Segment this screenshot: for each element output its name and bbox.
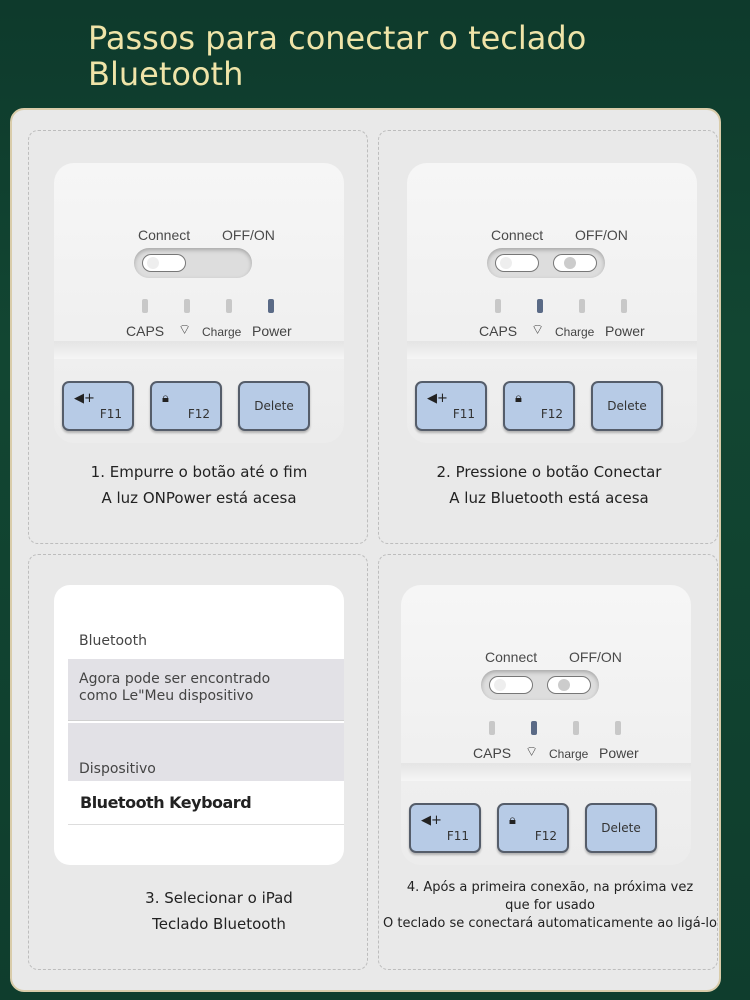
step-card-1 xyxy=(28,130,368,544)
power-led xyxy=(621,299,627,313)
bluetooth-signal-icon: ⌔ xyxy=(178,321,192,337)
charge-led xyxy=(226,299,232,313)
bluetooth-led xyxy=(537,299,543,313)
device-name: Bluetooth Keyboard xyxy=(80,793,252,812)
delete-key: Delete xyxy=(585,803,657,853)
devices-header: Dispositivo xyxy=(79,761,156,777)
page-title: Passos para conectar o teclado Bluetooth xyxy=(88,19,587,93)
offon-label: OFF/ON xyxy=(569,649,622,665)
delete-key: Delete xyxy=(238,381,310,431)
bluetooth-led xyxy=(184,299,190,313)
bluetooth-led xyxy=(531,721,537,735)
charge-led xyxy=(573,721,579,735)
volume-up-icon: ◀+ xyxy=(427,391,448,406)
keyboard-photo-1 xyxy=(54,163,344,443)
f12-key: 🔒︎ F12 xyxy=(503,381,575,431)
connect-switch xyxy=(134,248,252,278)
step-4-caption: 4. Após a primeira conexão, na próxima vez que for usado O teclado se conectará automaticamente ao ligá-lo xyxy=(382,880,717,931)
f11-key: ◀+ F11 xyxy=(62,381,134,431)
step-card-3 xyxy=(28,554,368,970)
connect-switch xyxy=(487,248,605,278)
power-led xyxy=(615,721,621,735)
connect-label: Connect xyxy=(485,649,538,665)
step-card-2 xyxy=(378,130,718,544)
charge-label: Charge xyxy=(202,325,242,339)
settings-header: Bluetooth xyxy=(79,633,147,649)
lock-icon: 🔒︎ xyxy=(515,391,522,406)
charge-label: Charge xyxy=(555,325,595,339)
f11-key: ◀+ F11 xyxy=(415,381,487,431)
step-1-caption: 1. Empurre o botão até o fim A luz ONPower está acesa xyxy=(90,463,308,507)
volume-up-icon: ◀+ xyxy=(421,813,442,828)
offon-label: OFF/ON xyxy=(222,227,275,243)
instructions-panel xyxy=(10,108,721,992)
bluetooth-signal-icon: ⌔ xyxy=(531,321,545,337)
step-2-caption: 2. Pressione o botão Conectar A luz Bluetooth está acesa xyxy=(436,463,662,507)
caps-label: CAPS xyxy=(473,745,512,761)
lock-icon: 🔒︎ xyxy=(162,391,169,406)
bluetooth-signal-icon: ⌔ xyxy=(525,743,539,759)
volume-up-icon: ◀+ xyxy=(74,391,95,406)
power-label: Power xyxy=(252,323,292,339)
caps-label: CAPS xyxy=(126,323,165,339)
step-3-caption: 3. Selecionar o iPad Teclado Bluetooth xyxy=(145,889,293,933)
power-label: Power xyxy=(605,323,645,339)
power-label: Power xyxy=(599,745,639,761)
connect-switch xyxy=(481,670,599,700)
step-card-4 xyxy=(378,554,718,970)
keyboard-photo-4 xyxy=(401,585,691,865)
connect-label: Connect xyxy=(491,227,544,243)
connect-label: Connect xyxy=(138,227,191,243)
keyboard-photo-2 xyxy=(407,163,697,443)
discoverable-row: Agora pode ser encontrado como Le"Meu dispositivo xyxy=(68,659,344,721)
device-row[interactable] xyxy=(68,783,344,825)
caps-label: CAPS xyxy=(479,323,518,339)
lock-icon: 🔒︎ xyxy=(509,813,516,828)
f12-key: 🔒︎ F12 xyxy=(150,381,222,431)
charge-led xyxy=(579,299,585,313)
f11-key: ◀+ F11 xyxy=(409,803,481,853)
caps-led xyxy=(142,299,148,313)
f12-key: 🔒︎ F12 xyxy=(497,803,569,853)
offon-label: OFF/ON xyxy=(575,227,628,243)
power-led xyxy=(268,299,274,313)
ipad-bluetooth-settings xyxy=(54,585,344,865)
caps-led xyxy=(495,299,501,313)
caps-led xyxy=(489,721,495,735)
devices-section xyxy=(68,723,344,781)
delete-key: Delete xyxy=(591,381,663,431)
charge-label: Charge xyxy=(549,747,589,761)
